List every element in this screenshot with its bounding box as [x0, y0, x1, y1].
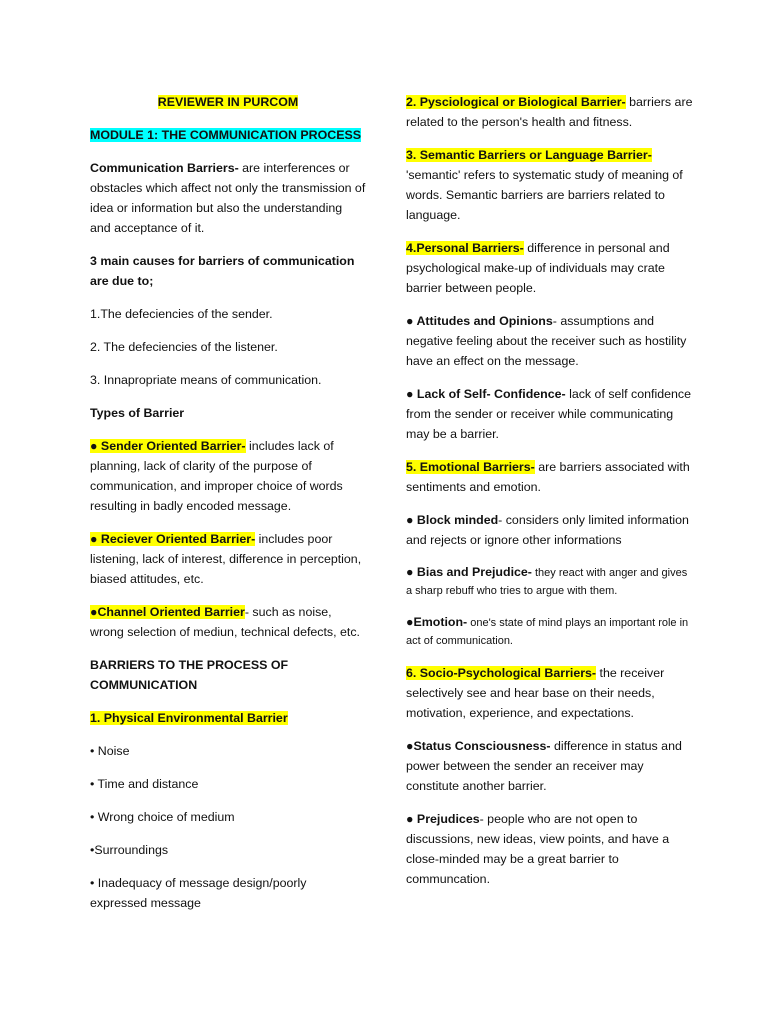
doc-title: REVIEWER IN PURCOM: [157, 95, 299, 109]
type-text: - such as noise, wrong selection of mediun, technical defects, etc.: [90, 605, 360, 639]
type-item: [90, 436, 366, 516]
type-item: [90, 529, 366, 589]
emotion-para: [406, 613, 696, 650]
type-term: ●Channel Oriented Barrier: [90, 605, 245, 619]
physical-item: • Inadequacy of message design/poorly expressed message: [90, 876, 307, 910]
prejudices-term: ● Prejudices: [406, 812, 480, 826]
physical-item: • Noise: [90, 744, 130, 758]
cause-item: 2. The defeciencies of the listener.: [90, 340, 278, 354]
status-text: difference in status and power between the sender an receiver may constitute another barrier.: [406, 739, 682, 793]
block-term: ● Block minded: [406, 513, 499, 527]
causes-heading: 3 main causes for barriers of communication are due to;: [90, 254, 355, 288]
socio-term: 6. Socio-Psychological Barriers-: [406, 666, 597, 680]
attitudes-term: ● Attitudes and Opinions: [406, 314, 553, 328]
process-heading: BARRIERS TO THE PROCESS OF COMMUNICATION: [90, 658, 289, 692]
attitudes-text: - assumptions and negative feeling about the receiver such as hostility have an effect on the message.: [406, 314, 687, 368]
module-heading-para: [90, 125, 366, 145]
attitudes-para: [406, 311, 696, 371]
physical-item: • Wrong choice of medium: [90, 810, 235, 824]
bias-para: [406, 563, 696, 600]
cause-item: 1.The defeciencies of the sender.: [90, 307, 273, 321]
personal-para: [406, 238, 696, 298]
status-term: ●Status Consciousness-: [406, 739, 551, 753]
socio-para: [406, 663, 696, 723]
semantic-para: [406, 145, 696, 225]
physical-heading: 1. Physical Environmental Barrier: [90, 711, 288, 725]
physical-heading-para: [90, 708, 366, 728]
cause-item: 3. Innapropriate means of communication.: [90, 373, 322, 387]
prejudices-para: [406, 809, 696, 889]
emotion-term: ●Emotion-: [406, 615, 468, 629]
left-column: [90, 92, 366, 926]
type-item: [90, 602, 366, 642]
type-term: ● Sender Oriented Barrier-: [90, 439, 246, 453]
semantic-text: 'semantic' refers to systematic study of meaning of words. Semantic barriers are barriers related to language.: [406, 168, 683, 222]
types-heading: Types of Barrier: [90, 406, 185, 420]
psych-text: barriers are related to the person's health and fitness.: [406, 95, 693, 129]
confidence-para: [406, 384, 696, 444]
comm-barriers-text: are interferences or obstacles which affect not only the transmission of idea or information but also the understanding and acceptance of it.: [90, 161, 366, 235]
type-term: ● Reciever Oriented Barrier-: [90, 532, 256, 546]
module-heading: MODULE 1: THE COMMUNICATION PROCESS: [90, 128, 361, 142]
psych-para: [406, 92, 696, 132]
type-text: includes poor listening, lack of interest, difference in perception, biased attitudes, etc.: [90, 532, 362, 586]
physical-item: • Time and distance: [90, 777, 199, 791]
doc-title-para: [90, 92, 366, 112]
comm-barriers-para: [90, 158, 366, 238]
status-para: [406, 736, 696, 796]
emotion-text: one's state of mind plays an important role in act of communication.: [406, 617, 689, 647]
block-text: - considers only limited information and rejects or ignore other informations: [406, 513, 689, 547]
socio-text: the receiver selectively see and hear base on their needs, motivation, experience, and expectations.: [406, 666, 665, 720]
confidence-term: ● Lack of Self- Confidence-: [406, 387, 566, 401]
bias-text: they react with anger and gives a sharp rebuff who tries to argue with them.: [406, 567, 688, 597]
comm-barriers-term: Communication Barriers-: [90, 161, 239, 175]
semantic-term: 3. Semantic Barriers or Language Barrier-: [406, 148, 652, 162]
emotional-term: 5. Emotional Barriers-: [406, 460, 535, 474]
emotional-para: [406, 457, 696, 497]
prejudices-text: - people who are not open to discussions, new ideas, view points, and have a close-minded may be a great barrier to communcation.: [406, 812, 670, 886]
confidence-text: lack of self confidence from the sender or receiver while communicating may be a barrier.: [406, 387, 691, 441]
bias-term: ● Bias and Prejudice-: [406, 565, 532, 579]
personal-text: difference in personal and psychological make-up of individuals may crate barrier between people.: [406, 241, 670, 295]
personal-term: 4.Personal Barriers-: [406, 241, 524, 255]
emotional-text: are barriers associated with sentiments and emotion.: [406, 460, 690, 494]
type-text: includes lack of planning, lack of clarity of the purpose of communication, and improper choice of words resulting in badly encoded message.: [90, 439, 343, 513]
psych-term: 2. Pysciological or Biological Barrier-: [406, 95, 626, 109]
block-para: [406, 510, 696, 550]
physical-item: •Surroundings: [90, 843, 169, 857]
right-column: [406, 92, 696, 902]
